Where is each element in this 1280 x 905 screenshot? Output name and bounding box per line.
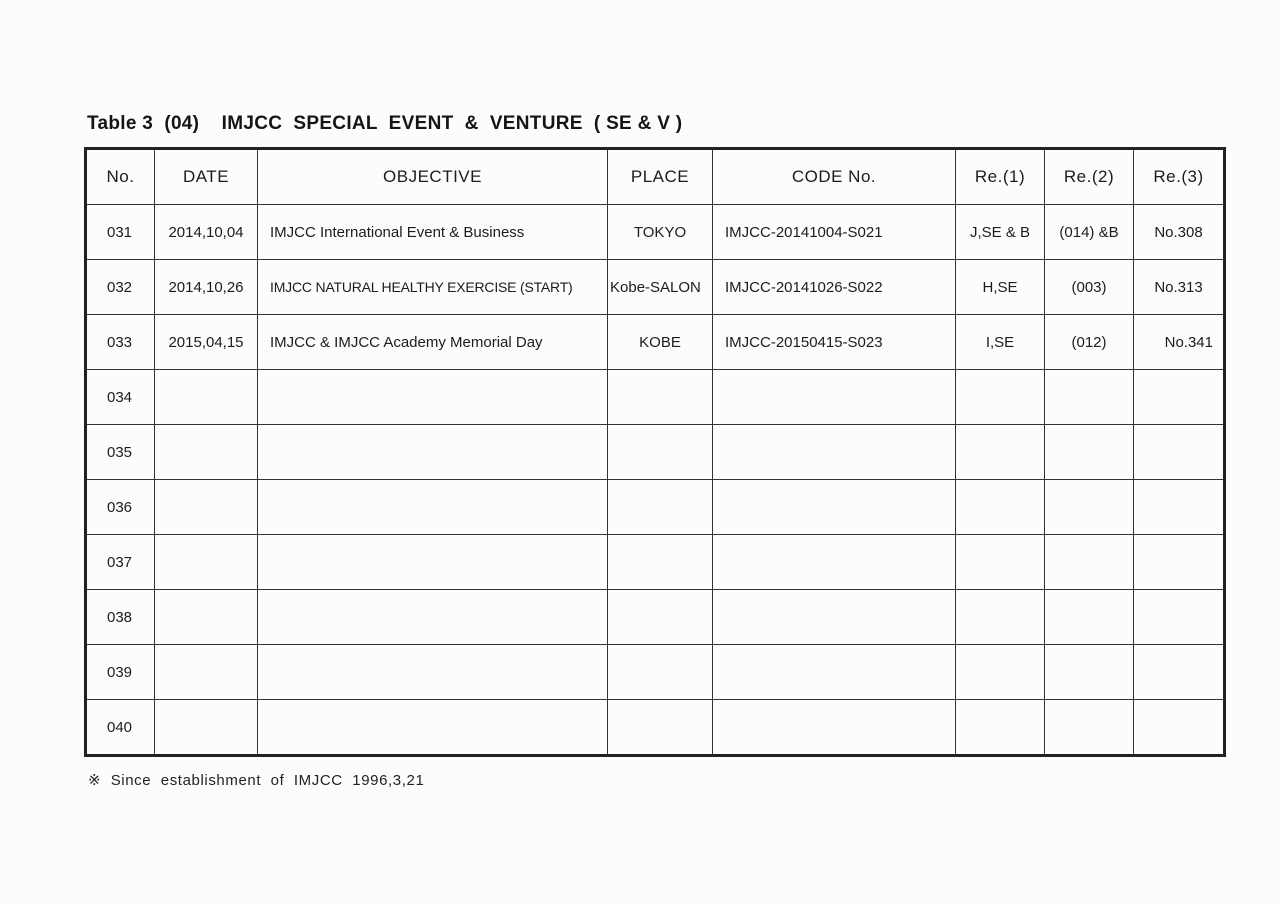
- column-header-re2: Re.(2): [1045, 149, 1134, 205]
- column-header-code: CODE No.: [713, 149, 956, 205]
- cell-code: IMJCC-20150415-S023: [713, 315, 956, 370]
- cell-objective: [258, 370, 608, 425]
- table-row: [86, 645, 1225, 700]
- column-header-re1: Re.(1): [956, 149, 1045, 205]
- cell-code: [713, 535, 956, 590]
- cell-re3: No.313: [1134, 260, 1225, 315]
- cell-code: [713, 590, 956, 645]
- cell-no: 031: [86, 205, 155, 260]
- table-row: [86, 425, 1225, 480]
- cell-objective: [258, 425, 608, 480]
- cell-re3: [1134, 480, 1225, 535]
- cell-re2: [1045, 700, 1134, 756]
- cell-re2: [1045, 480, 1134, 535]
- cell-re1: [956, 535, 1045, 590]
- cell-re2: (003): [1045, 260, 1134, 315]
- cell-code: IMJCC-20141004-S021: [713, 205, 956, 260]
- cell-date: [155, 700, 258, 756]
- cell-date: [155, 480, 258, 535]
- column-header-date: DATE: [155, 149, 258, 205]
- cell-re3: [1134, 645, 1225, 700]
- cell-re2: [1045, 370, 1134, 425]
- cell-date: 2014,10,04: [155, 205, 258, 260]
- cell-no: 035: [86, 425, 155, 480]
- cell-place: Kobe-SALON: [608, 260, 713, 315]
- column-header-objective: OBJECTIVE: [258, 149, 608, 205]
- cell-no: 032: [86, 260, 155, 315]
- cell-date: [155, 370, 258, 425]
- cell-objective: IMJCC NATURAL HEALTHY EXERCISE (START): [258, 260, 608, 315]
- cell-re3: [1134, 700, 1225, 756]
- cell-re1: J,SE & B: [956, 205, 1045, 260]
- cell-date: [155, 590, 258, 645]
- cell-place: [608, 425, 713, 480]
- cell-place: [608, 370, 713, 425]
- cell-place: TOKYO: [608, 205, 713, 260]
- cell-re1: [956, 480, 1045, 535]
- cell-re1: [956, 370, 1045, 425]
- cell-re1: H,SE: [956, 260, 1045, 315]
- cell-re3: [1134, 425, 1225, 480]
- cell-code: [713, 370, 956, 425]
- cell-re3: No.341: [1134, 315, 1225, 370]
- table-row: [86, 535, 1225, 590]
- cell-place: KOBE: [608, 315, 713, 370]
- cell-code: IMJCC-20141026-S022: [713, 260, 956, 315]
- cell-no: 036: [86, 480, 155, 535]
- cell-re2: [1045, 645, 1134, 700]
- table-row: [86, 315, 1225, 370]
- cell-re1: [956, 590, 1045, 645]
- cell-no: 037: [86, 535, 155, 590]
- table-row: [86, 370, 1225, 425]
- cell-place: [608, 535, 713, 590]
- cell-no: 033: [86, 315, 155, 370]
- cell-objective: IMJCC & IMJCC Academy Memorial Day: [258, 315, 608, 370]
- table-header-row: [86, 149, 1225, 205]
- events-table: [84, 147, 1226, 757]
- page-title: Table 3 (04) IMJCC SPECIAL EVENT & VENTURE ( SE & V ): [87, 113, 683, 134]
- column-header-re3: Re.(3): [1134, 149, 1225, 205]
- cell-re1: I,SE: [956, 315, 1045, 370]
- cell-place: [608, 700, 713, 756]
- cell-no: 039: [86, 645, 155, 700]
- cell-place: [608, 645, 713, 700]
- column-header-no: No.: [86, 149, 155, 205]
- cell-re3: No.308: [1134, 205, 1225, 260]
- cell-re2: [1045, 425, 1134, 480]
- cell-objective: [258, 535, 608, 590]
- cell-no: 038: [86, 590, 155, 645]
- table-row: [86, 260, 1225, 315]
- table-container: [84, 147, 1226, 757]
- cell-objective: [258, 645, 608, 700]
- cell-re3: [1134, 535, 1225, 590]
- cell-objective: [258, 700, 608, 756]
- cell-code: [713, 700, 956, 756]
- cell-date: [155, 425, 258, 480]
- footnote: ※ Since establishment of IMJCC 1996,3,21: [88, 772, 425, 789]
- table-row: [86, 590, 1225, 645]
- cell-re3: [1134, 370, 1225, 425]
- cell-place: [608, 480, 713, 535]
- column-header-place: PLACE: [608, 149, 713, 205]
- cell-objective: IMJCC International Event & Business: [258, 205, 608, 260]
- cell-no: 034: [86, 370, 155, 425]
- cell-no: 040: [86, 700, 155, 756]
- cell-re2: (012): [1045, 315, 1134, 370]
- cell-objective: [258, 590, 608, 645]
- cell-objective: [258, 480, 608, 535]
- cell-code: [713, 425, 956, 480]
- cell-re1: [956, 425, 1045, 480]
- table-row: [86, 700, 1225, 756]
- table-row: [86, 205, 1225, 260]
- cell-code: [713, 480, 956, 535]
- cell-re1: [956, 645, 1045, 700]
- cell-re2: (014) &B: [1045, 205, 1134, 260]
- cell-date: 2014,10,26: [155, 260, 258, 315]
- cell-code: [713, 645, 956, 700]
- cell-date: [155, 645, 258, 700]
- cell-place: [608, 590, 713, 645]
- cell-date: [155, 535, 258, 590]
- cell-re2: [1045, 535, 1134, 590]
- cell-re2: [1045, 590, 1134, 645]
- cell-re3: [1134, 590, 1225, 645]
- cell-re1: [956, 700, 1045, 756]
- cell-date: 2015,04,15: [155, 315, 258, 370]
- table-row: [86, 480, 1225, 535]
